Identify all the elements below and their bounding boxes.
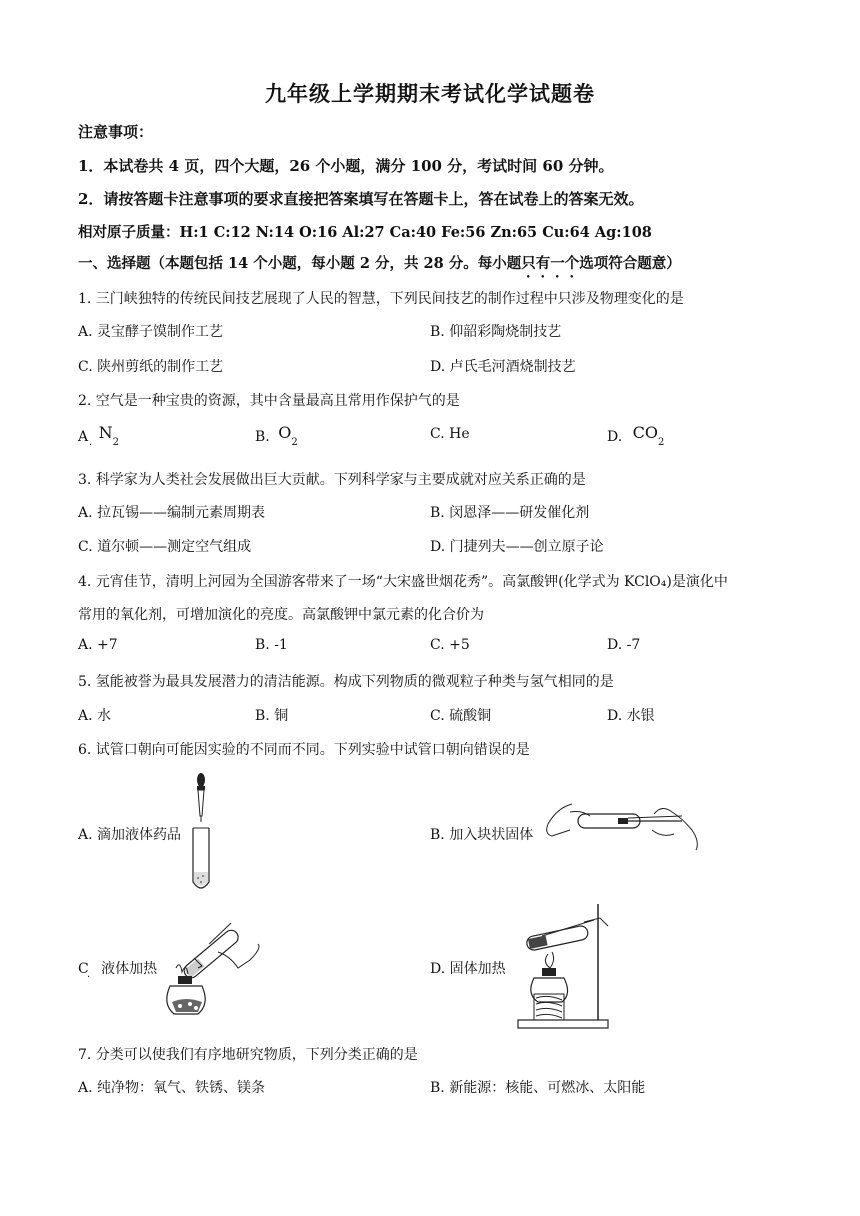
- section-1-heading-post: 选项符合题意）: [579, 255, 681, 272]
- notice-item-1: 1．本试卷共 4 页，四个大题，26 个小题，满分 100 分，考试时间 60 分钟。: [78, 157, 614, 175]
- question-5-option-b: B. 铜: [255, 708, 289, 724]
- solid-heating-figure: [512, 896, 612, 1032]
- question-6-option-c-text: 液体加热: [101, 961, 158, 977]
- question-1-option-d: D. 卢氏毛河酒烧制技艺: [430, 359, 576, 375]
- question-2-option-b-label: B.: [255, 429, 270, 445]
- question-6-option-c-label: C: [78, 961, 89, 977]
- question-2-a-dot: ·: [89, 440, 93, 451]
- question-2-option-a-formula: N: [98, 423, 113, 442]
- question-5-stem: 5. 氢能被誉为最具发展潜力的清洁能源。构成下列物质的微观粒子种类与氢气相同的是: [78, 674, 614, 690]
- hand-add-solid-figure: [542, 800, 702, 862]
- question-7-stem: 7. 分类可以使我们有序地研究物质，下列分类正确的是: [78, 1047, 418, 1063]
- question-6-option-b: B. 加入块状固体: [430, 827, 534, 843]
- question-1-option-b: B. 仰韶彩陶烧制技艺: [430, 324, 562, 340]
- dropper-test-tube-figure: [186, 772, 216, 894]
- question-6-c-dot: ·: [87, 972, 91, 983]
- question-7-option-a: A. 纯净物：氧气、铁锈、镁条: [78, 1080, 266, 1096]
- question-4-option-d: D. -7: [607, 637, 641, 653]
- question-2-option-d-subscript: 2: [658, 436, 665, 448]
- section-1-heading-pre: 一、选择题（本题包括 14 个小题，每小题 2 分，共 28 分。每小题: [78, 255, 522, 272]
- question-6-stem: 6. 试管口朝向可能因实验的不同而不同。下列实验中试管口朝向错误的是: [78, 742, 530, 758]
- question-4-option-a: A. +7: [78, 637, 118, 653]
- question-6-option-d: D. 固体加热: [430, 961, 506, 977]
- question-2-option-d: [607, 423, 665, 448]
- question-3-option-b: B. 闵恩泽——研发催化剂: [430, 505, 590, 521]
- question-7-option-b: B. 新能源：核能、可燃冰、太阳能: [430, 1080, 646, 1096]
- question-2-option-c: C. He: [430, 426, 470, 442]
- question-2-option-a: [78, 423, 119, 448]
- question-1-stem: 1. 三门峡独特的传统民间技艺展现了人民的智慧，下列民间技艺的制作过程中只涉及物理变化的是: [78, 291, 684, 307]
- atomic-mass-line: 相对原子质量：H:1 C:12 N:14 O:16 Al:27 Ca:40 Fe:56 Zn:65 Cu:64 Ag:108: [78, 224, 652, 241]
- notice-item-2: 2．请按答题卡注意事项的要求直接把答案填写在答题卡上，答在试卷上的答案无效。: [78, 190, 644, 208]
- question-3-option-d: D. 门捷列夫——创立原子论: [430, 539, 604, 555]
- question-2-option-b-subscript: 2: [291, 436, 298, 448]
- question-1-option-a: A. 灵宝酵子馍制作工艺: [78, 324, 224, 340]
- question-2-option-d-label: D.: [607, 429, 623, 445]
- question-3-stem: 3. 科学家为人类社会发展做出巨大贡献。下列科学家与主要成就对应关系正确的是: [78, 472, 586, 488]
- question-3-option-c: C. 道尔顿——测定空气组成: [78, 539, 252, 555]
- liquid-heating-figure: [158, 908, 274, 1024]
- question-5-option-c: C. 硫酸铜: [430, 708, 492, 724]
- question-2-option-a-subscript: 2: [112, 436, 119, 448]
- section-1-heading-emphasis: 只有一个: [521, 255, 580, 272]
- question-2-option-d-formula: CO: [632, 423, 658, 442]
- question-2-option-b: [255, 423, 298, 448]
- question-5-option-a: A. 水: [78, 708, 112, 724]
- page-title: 九年级上学期期末考试化学试题卷: [265, 81, 595, 106]
- question-4-option-c: C. +5: [430, 637, 470, 653]
- question-2-stem: 2. 空气是一种宝贵的资源，其中含量最高且常用作保护气的是: [78, 393, 460, 409]
- question-4-stem-line-1: 4. 元宵佳节，清明上河园为全国游客带来了一场“大宋盛世烟花秀”。高氯酸钾(化学式为 KClO₄)是演化中: [78, 574, 728, 590]
- question-4-option-b: B. -1: [255, 637, 288, 653]
- notice-heading: 注意事项：: [78, 123, 154, 141]
- question-4-stem-line-2: 常用的氧化剂，可增加演化的亮度。高氯酸钾中氯元素的化合价为: [78, 607, 484, 623]
- question-5-option-d: D. 水银: [607, 708, 655, 724]
- section-1-heading: [78, 252, 681, 281]
- question-2-option-b-formula: O: [278, 423, 292, 442]
- question-3-option-a: A. 拉瓦锡——编制元素周期表: [78, 505, 266, 521]
- question-1-option-c: C. 陕州剪纸的制作工艺: [78, 359, 224, 375]
- question-2-option-a-label: A: [78, 429, 89, 445]
- question-6-option-a: A. 滴加液体药品: [78, 827, 182, 843]
